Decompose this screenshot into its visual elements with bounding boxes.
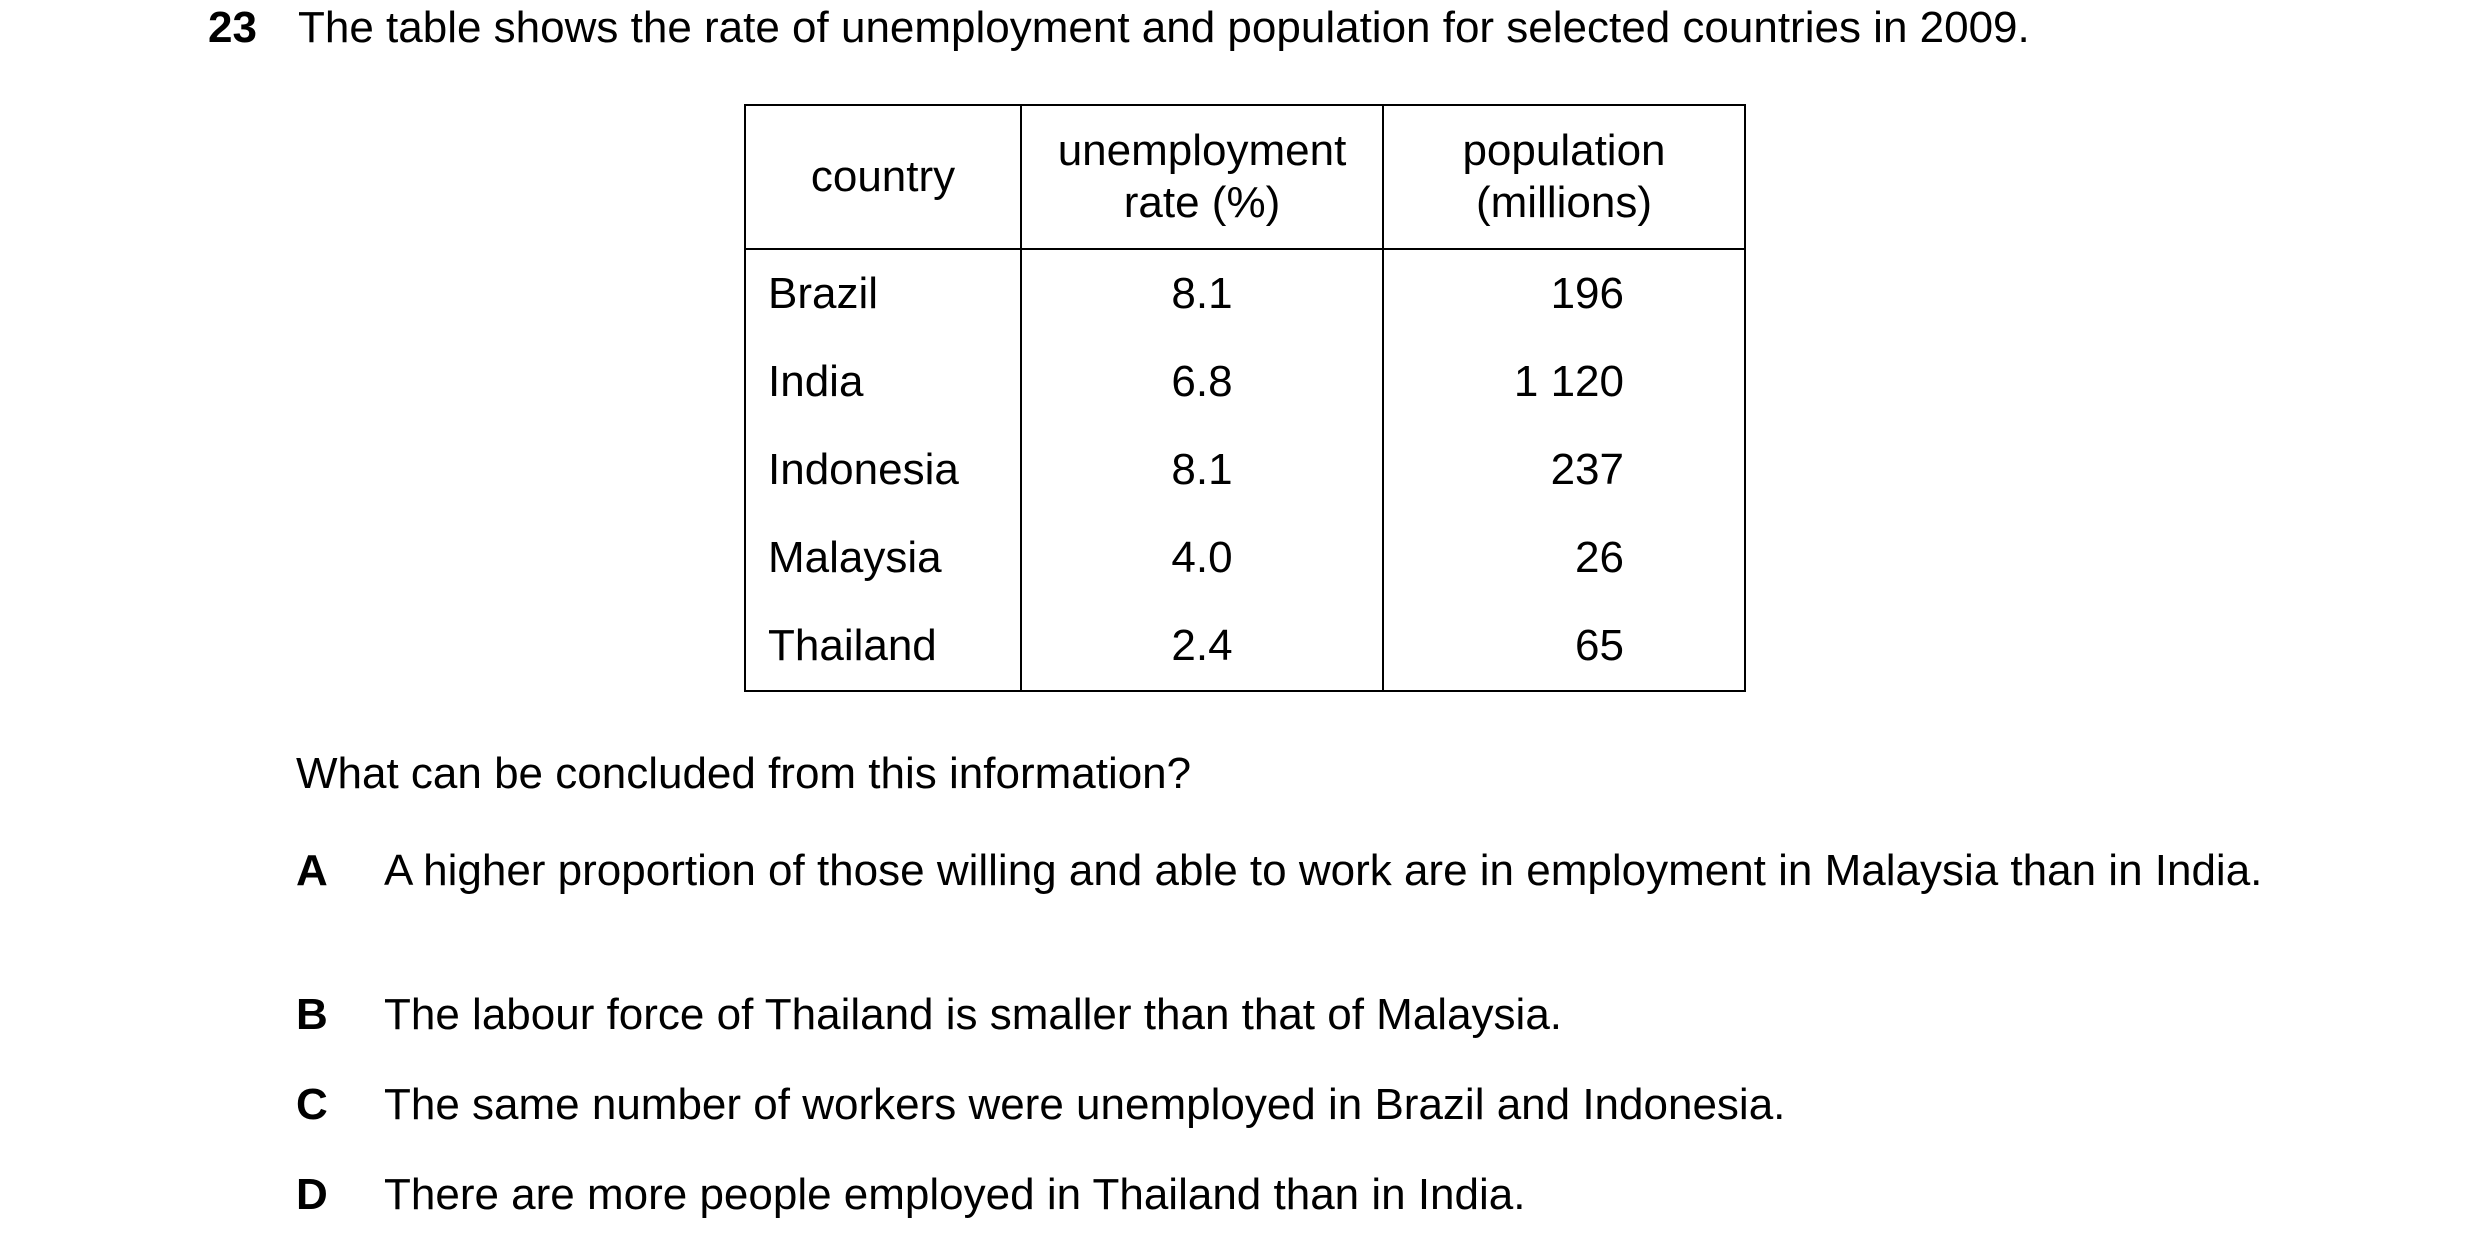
cell-country: Brazil [745,249,1021,338]
option-letter: B [296,990,328,1039]
table-row [745,514,1745,602]
option-d[interactable] [296,1168,2296,1222]
header-country: country [745,105,1021,249]
table-row [745,338,1745,426]
option-b[interactable] [296,988,2296,1042]
question-prompt: What can be concluded from this information? [296,749,1192,798]
option-letter: D [296,1170,328,1219]
cell-country: Malaysia [745,514,1021,602]
header-population: population (millions) [1383,105,1745,249]
option-a[interactable] [296,844,2296,898]
option-letter: A [296,846,328,895]
cell-population: 237 [1383,426,1745,514]
question-stem: The table shows the rate of unemployment and population for selected countries in 2009. [298,3,2030,52]
question-number: 23 [208,3,257,52]
cell-population: 26 [1383,514,1745,602]
option-text: The labour force of Thailand is smaller than that of Malaysia. [384,990,1563,1039]
cell-country: Indonesia [745,426,1021,514]
table-row [745,249,1745,338]
option-letter: C [296,1080,328,1129]
cell-population: 65 [1383,602,1745,691]
table-row [745,426,1745,514]
table-header-row [745,105,1745,249]
cell-population: 196 [1383,249,1745,338]
header-unemployment-rate: unemployment rate (%) [1021,105,1383,249]
cell-rate: 8.1 [1021,426,1383,514]
option-text: There are more people employed in Thailand than in India. [384,1170,1526,1219]
data-table [744,104,1746,692]
option-text: The same number of workers were unemployed in Brazil and Indonesia. [384,1080,1786,1129]
cell-population: 1 120 [1383,338,1745,426]
cell-rate: 6.8 [1021,338,1383,426]
option-c[interactable] [296,1078,2296,1132]
cell-rate: 2.4 [1021,602,1383,691]
table-row [745,602,1745,691]
cell-rate: 4.0 [1021,514,1383,602]
cell-country: India [745,338,1021,426]
cell-rate: 8.1 [1021,249,1383,338]
option-text: A higher proportion of those willing and able to work are in employment in Malaysia than in India. [384,846,2263,895]
cell-country: Thailand [745,602,1021,691]
